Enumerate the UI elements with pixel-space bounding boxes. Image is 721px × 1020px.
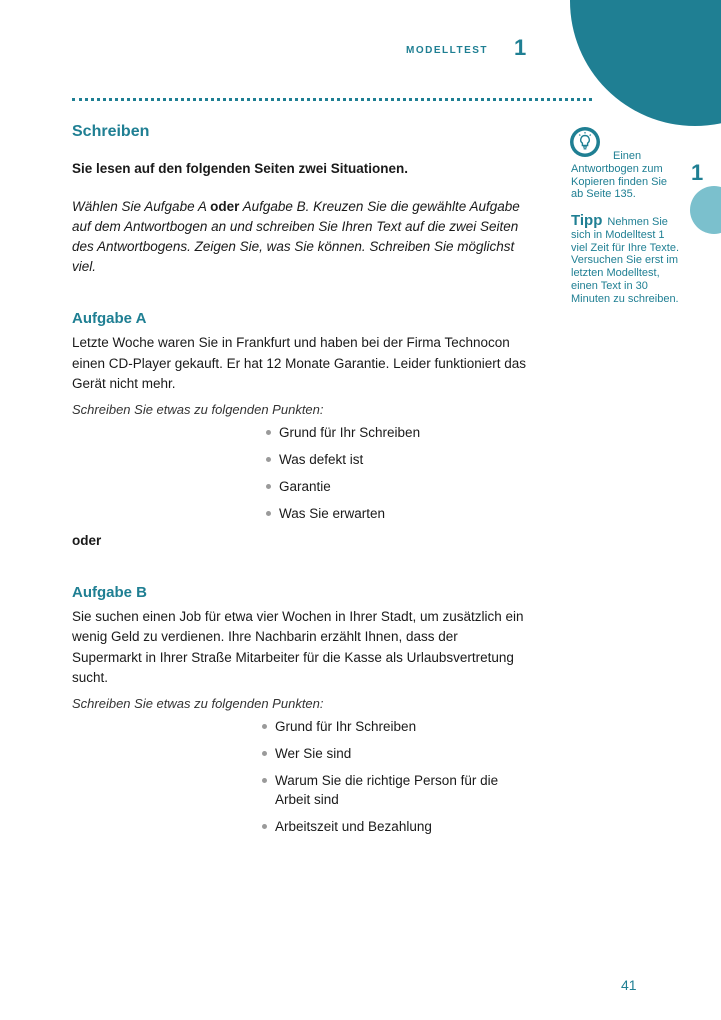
task-a-title: Aufgabe A — [72, 310, 147, 327]
list-item: Garantie — [279, 477, 527, 496]
task-a-prompt: Schreiben Sie etwas zu folgenden Punkten: — [72, 401, 324, 417]
header-number: 1 — [514, 35, 527, 60]
sidebar-tip — [571, 212, 683, 306]
list-item: Arbeitszeit und Bezahlung — [275, 817, 515, 836]
list-item: Was defekt ist — [279, 450, 527, 469]
list-item: Warum Sie die richtige Person für die Arbeit sind — [275, 771, 515, 809]
list-item: Wer Sie sind — [275, 744, 515, 763]
intro-text: Sie lesen auf den folgenden Seiten zwei Situationen. — [72, 161, 409, 176]
task-a-text: Letzte Woche waren Sie in Frankfurt und haben bei der Firma Technocon einen CD-Player gekauft. Er hat 12 Monate Garantie. Leider funktioniert das Gerät nicht mehr. — [72, 335, 527, 391]
sidebar-note-answer-sheet: Einen Antwortbogen zum Kopieren finden Sie ab Seite 135. — [571, 150, 668, 201]
main-content — [72, 123, 527, 844]
page-number: 41 — [621, 977, 637, 993]
task-b-points — [275, 717, 515, 836]
task-b-text: Sie suchen einen Job für etwa vier Wochen in Ihrer Stadt, um zusätzlich ein wenig Geld zu verdienen. Ihre Nachbarin erzählt Ihnen, dass der Supermarkt in Ihrer Straße Mitarbeiter für die Kasse als Urlaubsvertretung sucht. — [72, 608, 524, 685]
section-nav-circle — [570, 0, 721, 126]
task-a-points — [279, 423, 527, 523]
tip-label: Tipp — [571, 212, 603, 229]
page-title: Schreiben — [72, 123, 150, 140]
list-item: Grund für Ihr Schreiben — [279, 423, 527, 442]
task-b-prompt: Schreiben Sie etwas zu folgenden Punkten: — [72, 695, 324, 711]
list-item: Grund für Ihr Schreiben — [275, 717, 515, 736]
tip-text: Nehmen Sie sich in Modelltest 1 viel Zeit für Ihre Texte. Versuchen Sie erst im letzten Modelltest, einen Text in 30 Minuten zu schreiben. — [571, 216, 680, 305]
or-label: oder — [72, 532, 102, 548]
side-tab-number: 1 — [691, 160, 704, 185]
list-item: Was Sie erwarten — [279, 504, 527, 523]
header-divider — [72, 98, 592, 101]
instruction-text: Wählen Sie Aufgabe A oder Aufgabe B. Kreuzen Sie die gewählte Aufgabe auf dem Antwortbogen an und schreiben Sie Ihren Text auf die zwei Seiten des Antwortbogens. Zeigen Sie, was Sie können. Schreiben Sie möglichst viel. — [72, 199, 520, 274]
task-b-title: Aufgabe B — [72, 583, 147, 601]
header-label: MODELLTEST — [406, 45, 489, 56]
side-tab-marker — [690, 186, 721, 234]
